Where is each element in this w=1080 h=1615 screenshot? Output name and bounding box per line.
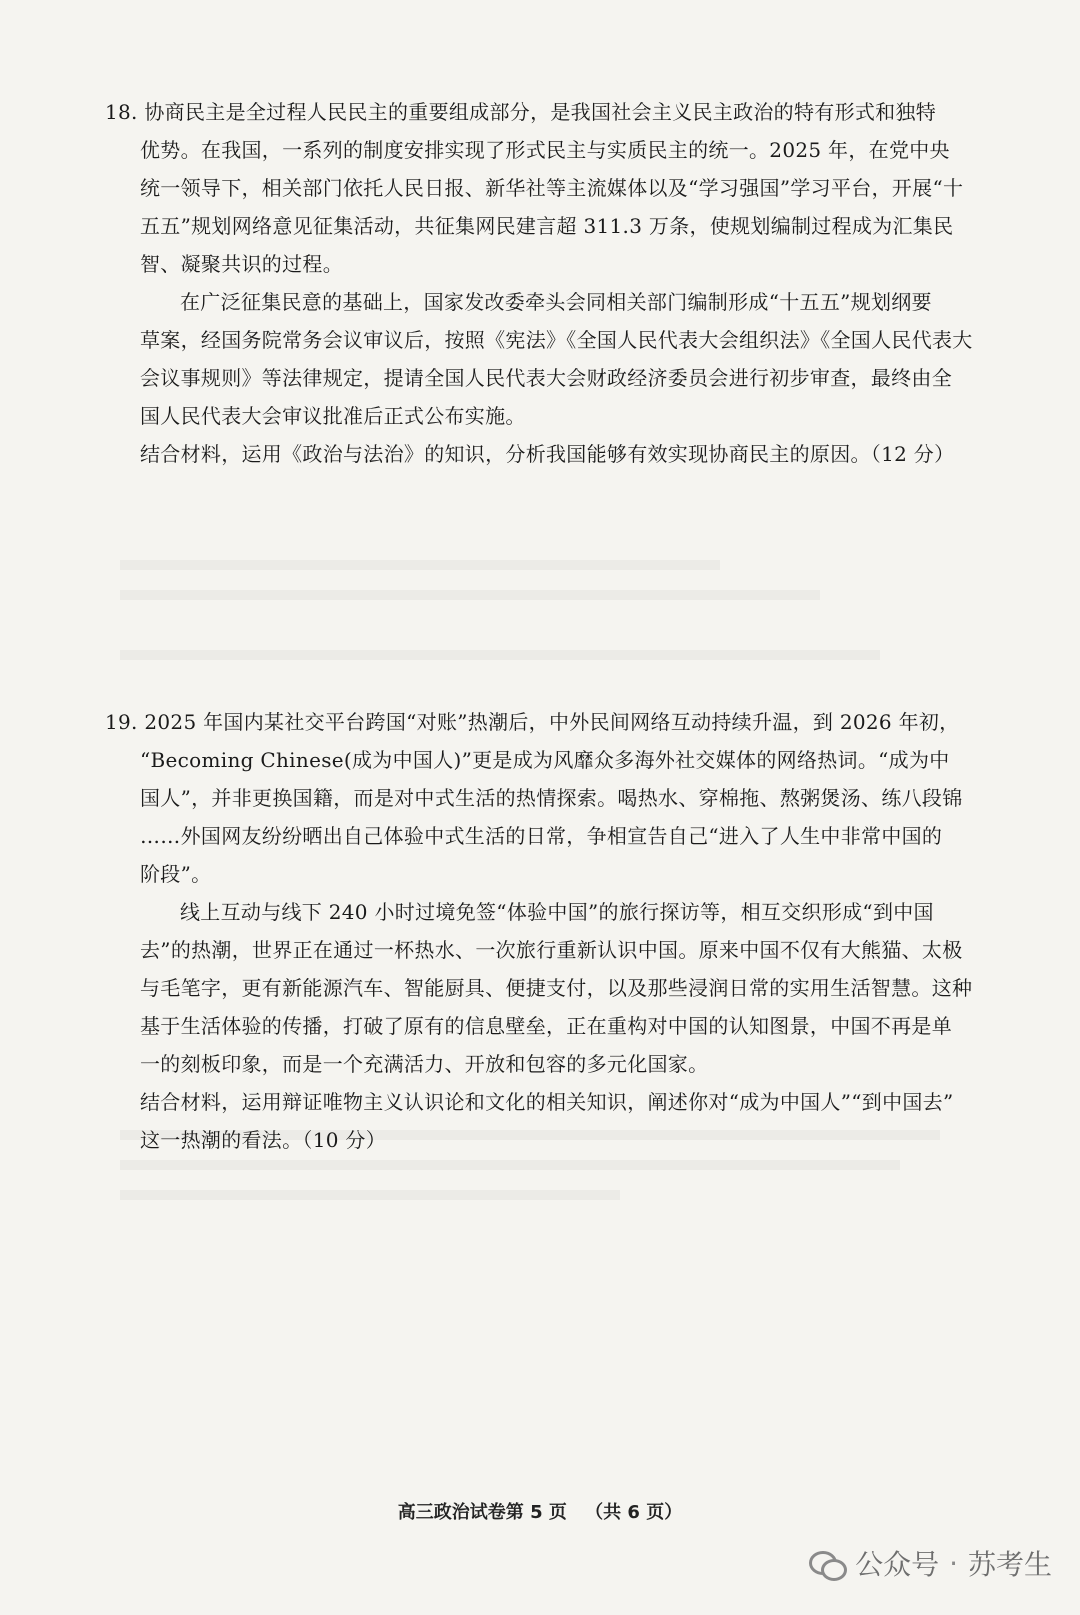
q19-prompt: 这一热潮的看法。（10 分） (140, 1128, 387, 1152)
q18-line: 18. 协商民主是全过程人民民主的重要组成部分，是我国社会主义民主政治的特有形式和独特 (105, 100, 937, 124)
q18-line: 会议事规则》等法律规定，提请全国人民代表大会财政经济委员会进行初步审查，最终由全 (140, 366, 952, 390)
q18-line: 草案，经国务院常务会议审议后，按照《宪法》《全国人民代表大会组织法》《全国人民代表大 (140, 328, 973, 352)
footer-page-number: 高三政治试卷第 5 页 (397, 1502, 567, 1523)
q19-line: 阶段”。 (140, 862, 212, 886)
watermark-name: 苏考生 (967, 1548, 1052, 1581)
q19-line: 去”的热潮，世界正在通过一杯热水、一次旅行重新认识中国。原来中国不仅有大熊猫、太极 (140, 938, 963, 962)
page-footer (0, 1498, 1080, 1524)
q18-line: 五五”规划网络意见征集活动，共征集网民建言超 311.3 万条，使规划编制过程成为汇集民 (140, 214, 954, 238)
q19-line: 19. 2025 年国内某社交平台跨国“对账”热潮后，中外民间网络互动持续升温，到 2026 年初， (105, 710, 960, 734)
footer-total-pages: （共 6 页） (585, 1502, 683, 1523)
show-through-mark (120, 650, 880, 660)
q19-line: 一的刻板印象，而是一个充满活力、开放和包容的多元化国家。 (140, 1052, 709, 1076)
q19-line: 与毛笔字，更有新能源汽车、智能厨具、便捷支付，以及那些浸润日常的实用生活智慧。这种 (140, 976, 973, 1000)
show-through-mark (120, 1190, 620, 1200)
q19-line: “Becoming Chinese(成为中国人)”更是成为风靡众多海外社交媒体的网络热词。“成为中 (140, 748, 950, 772)
q19-line: ……外国网友纷纷晒出自己体验中式生活的日常，争相宣告自己“进入了人生中非常中国的 (140, 824, 943, 848)
q18-line: 优势。在我国，一系列的制度安排实现了形式民主与实质民主的统一。2025 年，在党中央 (140, 138, 950, 162)
show-through-mark (120, 590, 820, 600)
watermark-label: 公众号 (855, 1548, 940, 1581)
q18-line: 在广泛征集民意的基础上，国家发改委牵头会同相关部门编制形成“十五五”规划纲要 (180, 290, 932, 314)
q18-prompt: 结合材料，运用《政治与法治》的知识，分析我国能够有效实现协商民主的原因。（12 分） (140, 442, 955, 466)
q19-line: 基于生活体验的传播，打破了原有的信息壁垒，正在重构对中国的认知图景，中国不再是单 (140, 1014, 952, 1038)
show-through-mark (120, 1160, 900, 1170)
q19-line: 国人”，并非更换国籍，而是对中式生活的热情探索。喝热水、穿棉拖、熬粥煲汤、练八段锦 (140, 786, 963, 810)
watermark-separator: · (949, 1546, 958, 1580)
wechat-icon (807, 1547, 845, 1579)
q18-line: 统一领导下，相关部门依托人民日报、新华社等主流媒体以及“学习强国”学习平台，开展“十 (140, 176, 964, 200)
q18-line: 智、凝聚共识的过程。 (140, 252, 343, 276)
q19-prompt: 结合材料，运用辩证唯物主义认识论和文化的相关知识，阐述你对“成为中国人”“到中国去” (140, 1090, 954, 1114)
show-through-mark (120, 560, 720, 570)
q18-line: 国人民代表大会审议批准后正式公布实施。 (140, 404, 526, 428)
watermark (807, 1543, 1052, 1583)
q19-line: 线上互动与线下 240 小时过境免签“体验中国”的旅行探访等，相互交织形成“到中国 (180, 900, 934, 924)
